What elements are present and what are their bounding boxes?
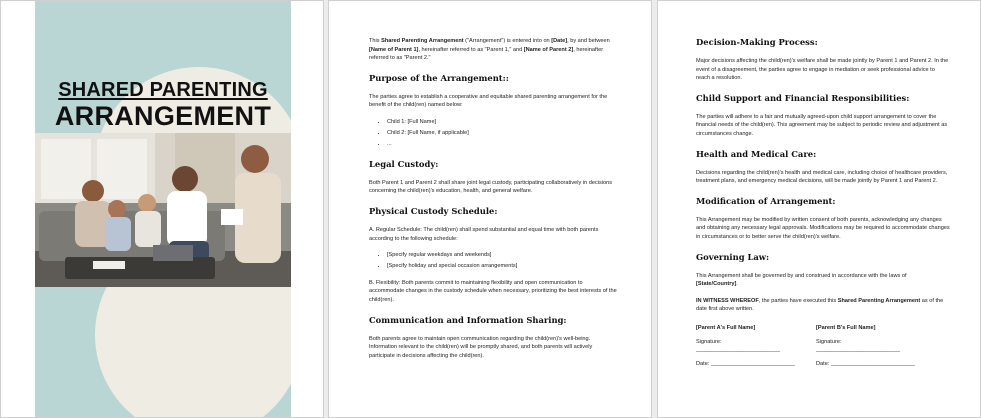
page-3	[657, 0, 981, 418]
parent-b-name: [Parent B's Full Name]	[816, 324, 876, 331]
page-2	[328, 0, 652, 418]
intro-parent2-placeholder: [Name of Parent 2]	[523, 46, 574, 53]
parent-a-date-line: Date: ___________________________	[696, 360, 795, 367]
child-list-item: • Child 1: [Full Name]	[387, 118, 617, 127]
intro-text: , by and between	[567, 38, 610, 44]
purpose-heading: Purpose of the Arrangement::	[369, 72, 509, 83]
flexibility-text: B. Flexibility: Both parents commit to maintaining flexibility and open communication to accommodate changes in the custody schedule when necessary, prioritizing the best interests of the child(ren).	[369, 279, 617, 303]
witness-text: as of the date first above written.	[696, 297, 944, 313]
governing-law-heading: Governing Law:	[696, 251, 770, 262]
children-list	[369, 118, 617, 149]
intro-text: , hereinafter referred to as "Parent 2."	[369, 46, 604, 62]
schedule-list	[369, 251, 617, 271]
parent-b-date-line: Date: ___________________________	[816, 360, 915, 367]
modification-heading: Modification of Arrangement:	[696, 195, 836, 206]
support-heading: Child Support and Financial Responsibilities:	[696, 92, 910, 103]
cover-title-line2: ARRANGEMENT	[54, 101, 272, 131]
schedule-list-item: • [Specify regular weekdays and weekends]	[387, 251, 617, 260]
communication-heading: Communication and Information Sharing:	[369, 314, 567, 325]
family-photo	[35, 133, 291, 287]
schedule-list-item: • [Specify holiday and special occasion arrangements]	[387, 262, 617, 271]
intro-paragraph	[369, 37, 617, 63]
witness-paragraph	[696, 297, 950, 314]
purpose-body: The parties agree to establish a cooperative and equitable shared parenting arrangement for the benefit of the child(ren) named below:	[369, 93, 608, 109]
legal-custody-body: Both Parent 1 and Parent 2 shall share joint legal custody, participating collaboratively in decisions concerning the child(ren)'s education, health, and general welfare.	[369, 179, 613, 195]
modification-body: This Arrangement may be modified by written consent of both parents, acknowledging any changes and obtaining any necessary legal approvals. Modifications may be required to accommodate changes in circumstances or to better serve the child(ren)'s welfare.	[696, 216, 950, 240]
witness-doc-name: Shared Parenting Arrangement	[837, 297, 921, 304]
signature-block	[696, 324, 950, 373]
page-3-content	[696, 37, 950, 373]
intro-doc-name: Shared Parenting Arrangement	[381, 38, 464, 44]
law-text: .	[736, 281, 738, 288]
intro-text: ("Arrangement") is entered into on	[463, 38, 552, 44]
page-2-content	[369, 37, 617, 368]
health-body: Decisions regarding the child(ren)'s health and medical care, including choice of healthcare providers, treatment plans, and emergency medical decisions, will be made jointly by Parent 1 and Parent 2.	[696, 169, 948, 185]
communication-body: Both parents agree to maintain open communication regarding the child(ren)'s well-being. Information relevant to the child(ren) will be promptly shared, and both parents will actively participate in decisions affecting the child(ren).	[369, 335, 593, 359]
legal-custody-heading: Legal Custody:	[369, 158, 439, 169]
witness-lead: IN WITNESS WHEREOF	[696, 297, 759, 304]
intro-date-placeholder: [Date]	[551, 38, 568, 44]
parent-b-signature	[816, 324, 926, 373]
cover-page	[0, 0, 324, 418]
physical-custody-heading: Physical Custody Schedule:	[369, 205, 498, 216]
child-list-item: • Child 2: [Full Name, if applicable]	[387, 129, 617, 138]
witness-text: , the parties have executed this	[758, 297, 838, 304]
parent-a-name: [Parent A's Full Name]	[696, 324, 756, 331]
intro-parent1-placeholder: [Name of Parent 1]	[369, 46, 419, 53]
cover-title-line1: SHARED PARENTING	[58, 79, 268, 101]
support-body: The parties will adhere to a fair and mutually agreed-upon child support arrangement to cover the financial needs of the child(ren). This agreement may be subject to periodic review and adjustment as circumstances change.	[696, 113, 948, 137]
child-list-item: • ...	[387, 140, 617, 149]
parent-a-signature	[696, 324, 806, 373]
intro-text: This	[369, 38, 382, 44]
decision-body: Major decisions affecting the child(ren)'s welfare shall be made jointly by Parent 1 and Parent 2. In the event of a disagreement, the parties agree to engage in mediation or seek professional advice to reach a resolution.	[696, 58, 949, 82]
regular-schedule-text: A. Regular Schedule: The child(ren) shall spend substantial and equal time with both parents according to the following schedule:	[369, 226, 599, 242]
family-photo-illustration	[35, 133, 291, 287]
intro-text: , hereinafter referred to as "Parent 1," and	[418, 46, 524, 53]
parent-b-signature-line: Signature: ___________________________	[816, 338, 900, 354]
state-placeholder: [State/Country]	[696, 281, 737, 288]
governing-law-body	[696, 272, 950, 289]
health-heading: Health and Medical Care:	[696, 148, 817, 159]
decision-heading: Decision-Making Process:	[696, 37, 818, 47]
law-text: This Arrangement shall be governed by and construed in accordance with the laws of	[696, 272, 907, 279]
parent-a-signature-line: Signature: ___________________________	[696, 338, 780, 354]
